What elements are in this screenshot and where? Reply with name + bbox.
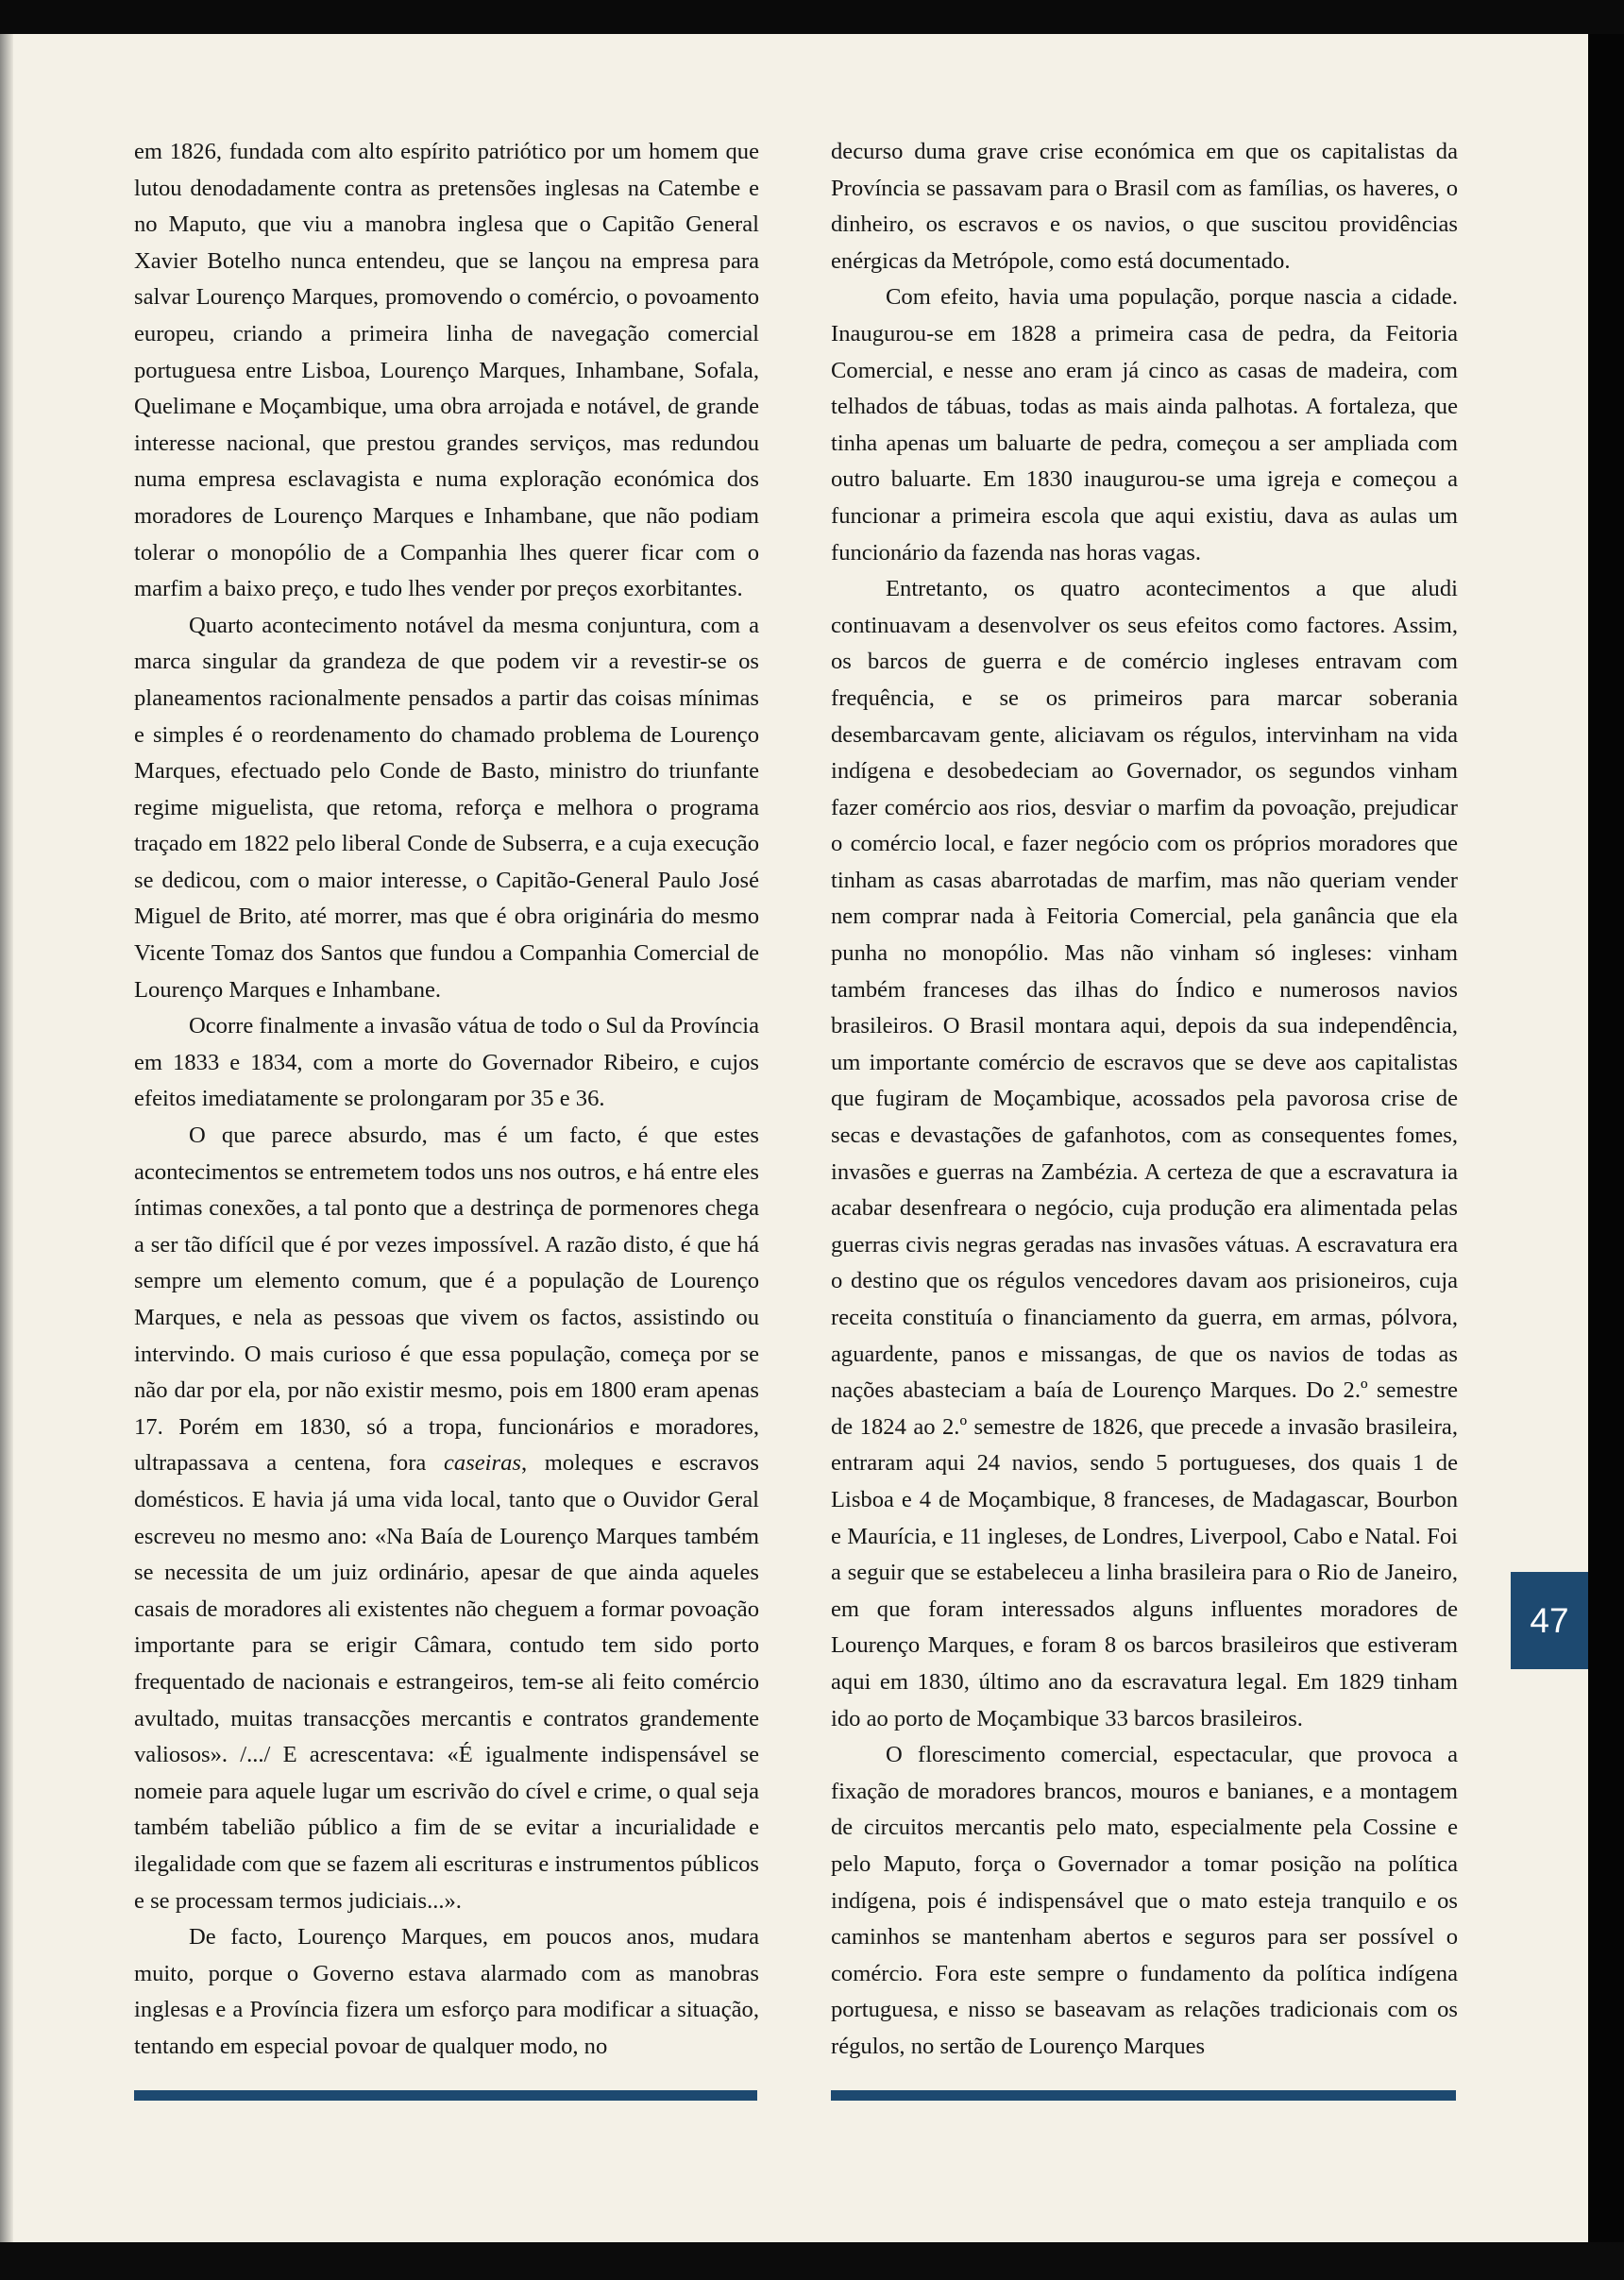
footer-rule-right xyxy=(831,2090,1456,2101)
paragraph: Com efeito, havia uma população, porque nascia a cidade. Inaugurou-se em 1828 a primeira casa de pedra, da Feitoria Comercial, e nesse ano eram já cinco as casas de madeira, com telhados de tábuas, todas as mais ainda palhotas. A fortaleza, que tinha apenas um baluarte de pedra, começou a ser ampliada com outro baluarte. Em 1830 inaugurou-se uma igreja e começou a funcionar a primeira escola que aqui existiu, dava as aulas um funcionário da fazenda nas horas vagas. xyxy=(831,284,1458,566)
page-number-tab xyxy=(1511,1572,1588,1669)
page-gutter-shadow xyxy=(0,34,13,2242)
paragraph: De facto, Lourenço Marques, em poucos anos, mudara muito, porque o Governo estava alarmado com as manobras inglesas e a Província fizera um esforço para modificar a situação, tentando em especial povoar de qualquer modo, no xyxy=(134,1924,759,2059)
scan-top-edge xyxy=(0,0,1624,34)
scan-bottom-edge xyxy=(0,2242,1624,2280)
paragraph: Ocorre finalmente a invasão vátua de todo o Sul da Província em 1833 e 1834, com a morte do Governador Ribeiro, e cujos efeitos imediatamente se prolongaram por 35 e 36. xyxy=(134,1013,759,1112)
emphasis: caseiras xyxy=(443,1450,521,1477)
left-text-column xyxy=(134,134,759,2065)
paragraph: O florescimento comercial, espectacular, que provoca a fixação de moradores brancos, mouros e banianes, e a montagem de circuitos mercantis pelo mato, especialmente pela Cossine e pelo Maputo, força o Governador a tomar posição na política indígena, pois é indispensável que o mato esteja tranquilo e os caminhos se mantenham abertos e seguros para ser possível o comércio. Fora este sempre o fundamento da política indígena portuguesa, e nisso se baseavam as relações tradicionais com os régulos, no sertão de Lourenço Marques xyxy=(831,1742,1458,2059)
page-number: 47 xyxy=(1530,1600,1569,1640)
paragraph: Entretanto, os quatro acontecimentos a que aludi continuavam a desenvolver os seus efeitos como factores. Assim, os barcos de guerra e de comércio ingleses entravam com frequência, e se os primeiros para marcar soberania desembarcavam gente, aliciavam os régulos, intervinham na vida indígena e desobedeciam ao Governador, os segundos vinham fazer comércio aos rios, desviar o marfim da povoação, prejudicar o comércio local, e fazer negócio com os próprios moradores que tinham as casas abarrotadas de marfim, mas não queriam vender nem comprar nada à Feitoria Comercial, pela ganância que ela punha no monopólio. Mas não vinham só ingleses: vinham também franceses das ilhas do Índico e numerosos navios brasileiros. O Brasil montara aqui, depois da sua independência, um importante comércio de escravos que se deve aos capitalistas que fugiram de Moçambique, acossados pela pavorosa crise de secas e devastações de gafanhotos, com as consequentes fomes, invasões e guerras na Zambézia. A certeza de que a escravatura ia acabar desenfreara o negócio, cuja produção era alimentada pelas guerras civis negras geradas nas invasões vátuas. A escravatura era o destino que os régulos vencedores davam aos prisioneiros, cuja receita constituía o financiamento da guerra, em armas, pólvora, aguardente, panos e missangas, de que os navios de todas as nações abasteciam a baía de Lourenço Marques. Do 2.º semestre de 1824 ao 2.º semestre de 1826, que precede a invasão brasileira, entraram aqui 24 navios, sendo 5 portugueses, dos quais 1 de Lisboa e 4 de Moçambique, 8 franceses, de Madagascar, Bourbon e Maurícia, e 11 ingleses, de Londres, Liverpool, Cabo e Natal. Foi a seguir que se estabeleceu a linha brasileira para o Rio de Janeiro, em que foram interessados alguns influentes moradores de Lourenço Marques, e foram 8 os barcos brasileiros que estiveram aqui em 1830, último ano da escravatura legal. Em 1829 tinham ido ao porto de Moçambique 33 barcos brasileiros. xyxy=(831,576,1458,1731)
paragraph: em 1826, fundada com alto espírito patriótico por um homem que lutou denodadamente contra as pretensões inglesas na Catembe e no Maputo, que viu a manobra inglesa que o Capitão General Xavier Botelho nunca entendeu, que se lançou na empresa para salvar Lourenço Marques, promovendo o comércio, o povoamento europeu, criando a primeira linha de navegação comercial portuguesa entre Lisboa, Lourenço Marques, Inhambane, Sofala, Quelimane e Moçambique, uma obra arrojada e notável, de grande interesse nacional, que prestou grandes serviços, mas redundou numa empresa esclavagista e numa exploração económica dos moradores de Lourenço Marques e Inhambane, que não podiam tolerar o monopólio de a Companhia lhes querer ficar com o marfim a baixo preço, e tudo lhes vender por preços exorbitantes. xyxy=(134,139,759,602)
right-text-column xyxy=(831,134,1458,2065)
paragraph: decurso duma grave crise económica em que os capitalistas da Província se passavam para o Brasil com as famílias, os haveres, o dinheiro, os escravos e os navios, o que suscitou providências enérgicas da Metrópole, como está documentado. xyxy=(831,139,1458,274)
scan-right-edge xyxy=(1588,34,1624,2280)
paragraph: O que parece absurdo, mas é um facto, é que estes acontecimentos se entremetem todos uns nos outros, e há entre eles íntimas conexões, a tal ponto que a destrinça de pormenores chega a ser tão difícil que é por vezes impossível. A razão disto, é que há sempre um elemento comum, que é a população de Lourenço Marques, e nela as pessoas que vivem os factos, assistindo ou intervindo. O mais curioso é que essa população, começa por se não dar por ela, por não existir mesmo, pois em 1800 eram apenas 17. Porém em 1830, só a tropa, funcionários e moradores, ultrapassava a centena, fora caseiras, moleques e escravos domésticos. E havia já uma vida local, tanto que o Ouvidor Geral escreveu no mesmo ano: «Na Baía de Lourenço Marques também se necessita de um juiz ordinário, apesar de que ainda aqueles casais de moradores ali existentes não cheguem a formar povoação importante para se erigir Câmara, contudo tem sido porto frequentado de nacionais e estrangeiros, tem-se ali feito comércio avultado, muitas transacções mercantis e contratos grandemente valiosos». /.../ E acrescentava: «É igualmente indispensável se nomeie para aquele lugar um escrivão do cível e crime, o qual seja também tabelião público a fim de se evitar a incurialidade e ilegalidade com que se fazem ali escrituras e instrumentos públicos e se processam termos judiciais...». xyxy=(134,1123,759,1914)
footer-rule-left xyxy=(134,2090,757,2101)
paragraph: Quarto acontecimento notável da mesma conjuntura, com a marca singular da grandeza de que podem vir a revestir-se os planeamentos racionalmente pensados a partir das coisas mínimas e simples é o reordenamento do chamado problema de Lourenço Marques, efectuado pelo Conde de Basto, ministro do triunfante regime miguelista, que retoma, reforça e melhora o programa traçado em 1822 pelo liberal Conde de Subserra, e a cuja execução se dedicou, com o maior interesse, o Capitão-General Paulo José Miguel de Brito, até morrer, mas que é obra originária do mesmo Vicente Tomaz dos Santos que fundou a Companhia Comercial de Lourenço Marques e Inhambane. xyxy=(134,612,759,1003)
